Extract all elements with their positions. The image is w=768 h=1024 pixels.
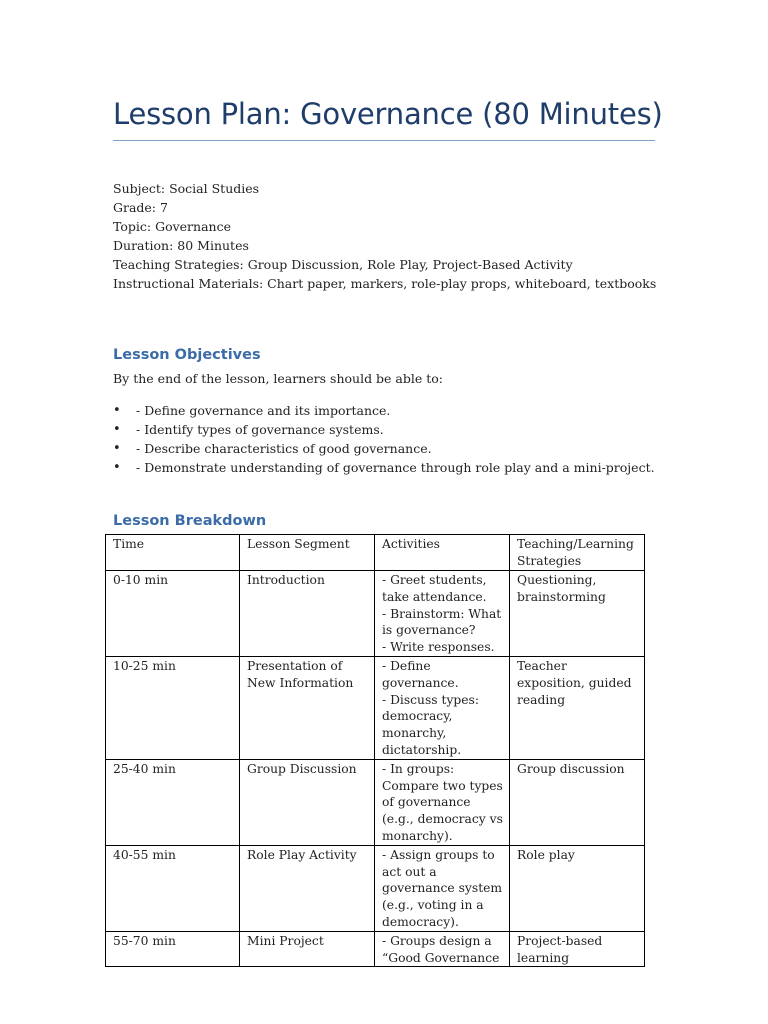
- cell-time: 55-70 min: [106, 931, 240, 967]
- objective-text: - Demonstrate understanding of governance through role play and a mini-project.: [136, 460, 655, 475]
- header-time: Time: [106, 535, 240, 571]
- cell-time: 10-25 min: [106, 656, 240, 759]
- meta-duration: Duration: 80 Minutes: [113, 238, 249, 253]
- header-lesson-segment: Lesson Segment: [240, 535, 375, 571]
- meta-topic: Topic: Governance: [113, 219, 231, 234]
- table-row: [106, 759, 645, 845]
- title-underline: [113, 140, 655, 141]
- meta-grade: Grade: 7: [113, 200, 168, 215]
- cell-strategies: Group discussion: [510, 759, 645, 845]
- cell-segment: Mini Project: [240, 931, 375, 967]
- objective-text: - Define governance and its importance.: [136, 403, 391, 418]
- table-header-row: [106, 535, 645, 571]
- meta-subject: Subject: Social Studies: [113, 181, 260, 196]
- objective-text: - Identify types of governance systems.: [136, 422, 384, 437]
- activity-item: - Define governance.: [382, 658, 459, 690]
- header-strategies: Teaching/Learning Strategies: [510, 535, 645, 571]
- table-row: [106, 656, 645, 759]
- activity-item: - Discuss types: democracy, monarchy, dictatorship.: [382, 692, 479, 757]
- cell-activities: [375, 656, 510, 759]
- cell-segment: Role Play Activity: [240, 845, 375, 931]
- bullet-icon: •: [113, 403, 121, 418]
- cell-segment: Group Discussion: [240, 759, 375, 845]
- table-row: [106, 845, 645, 931]
- list-item: [113, 458, 655, 477]
- objectives-heading: Lesson Objectives: [113, 347, 261, 363]
- table-row: [106, 571, 645, 657]
- meta-teaching-strategies: Teaching Strategies: Group Discussion, Role Play, Project-Based Activity: [113, 257, 573, 272]
- cell-time: 25-40 min: [106, 759, 240, 845]
- page-title: Lesson Plan: Governance (80 Minutes): [113, 97, 663, 131]
- cell-strategies: Role play: [510, 845, 645, 931]
- list-item: [113, 439, 655, 458]
- objective-text: - Describe characteristics of good governance.: [136, 441, 432, 456]
- objectives-intro: By the end of the lesson, learners should be able to:: [113, 371, 444, 386]
- bullet-icon: •: [113, 460, 121, 475]
- cell-segment: Introduction: [240, 571, 375, 657]
- cell-activities: [375, 571, 510, 657]
- cell-activities: - Assign groups to act out a governance system (e.g., voting in a democracy).: [375, 845, 510, 931]
- activity-item: - Write responses.: [382, 640, 495, 655]
- cell-segment: Presentation of New Information: [240, 656, 375, 759]
- list-item: [113, 420, 655, 439]
- cell-strategies: Questioning, brainstorming: [510, 571, 645, 657]
- cell-strategies: Teacher exposition, guided reading: [510, 656, 645, 759]
- bullet-icon: •: [113, 441, 121, 456]
- meta-instructional-materials: Instructional Materials: Chart paper, markers, role-play props, whiteboard, textbooks: [113, 276, 657, 291]
- header-activities: Activities: [375, 535, 510, 571]
- lesson-breakdown-table: [105, 534, 645, 967]
- lesson-meta: [113, 179, 656, 293]
- activity-item: - Greet students, take attendance.: [382, 573, 487, 604]
- cell-time: 0-10 min: [106, 571, 240, 657]
- cell-strategies: Project-based learning: [510, 931, 645, 967]
- list-item: [113, 401, 655, 420]
- cell-time: 40-55 min: [106, 845, 240, 931]
- activity-item: - Brainstorm: What is governance?: [382, 606, 502, 638]
- cell-activities: - Groups design a “Good Governance: [375, 931, 510, 967]
- objectives-list: [113, 401, 655, 477]
- bullet-icon: •: [113, 422, 121, 437]
- table-row: [106, 931, 645, 967]
- cell-activities: - In groups: Compare two types of governance (e.g., democracy vs monarchy).: [375, 759, 510, 845]
- breakdown-heading: Lesson Breakdown: [113, 513, 267, 529]
